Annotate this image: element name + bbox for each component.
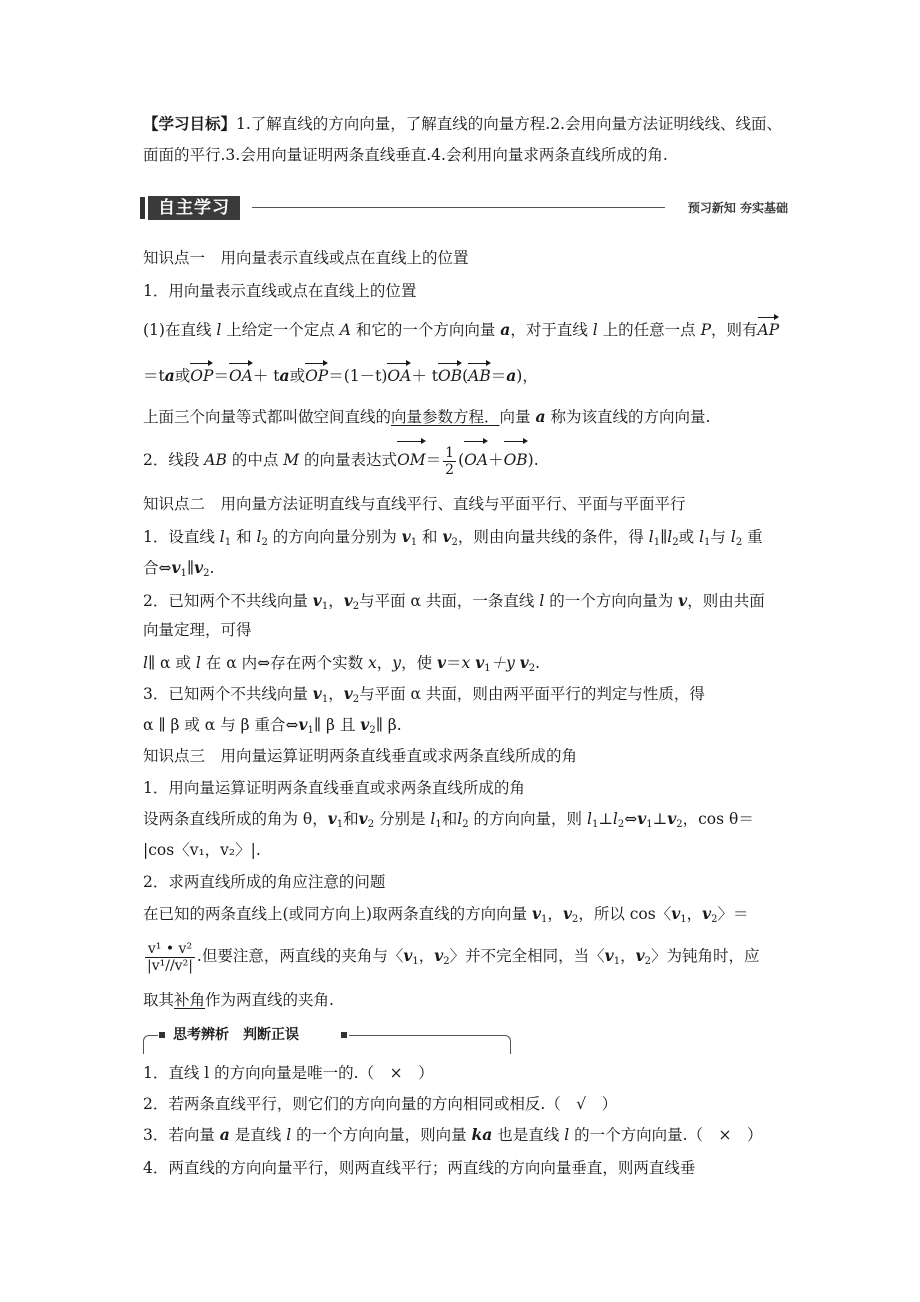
- text: 或: [289, 367, 306, 385]
- text: 〉＝: [717, 905, 749, 923]
- text: ⊥: [652, 810, 668, 828]
- sub: 1: [321, 601, 329, 612]
- sym: l: [457, 810, 463, 828]
- think-label: 思考辨析 判断正误: [173, 1027, 299, 1043]
- sym: v: [562, 904, 572, 923]
- text: ，cos θ＝: [682, 810, 754, 828]
- kp1-para3: [143, 407, 710, 427]
- sym: v: [312, 591, 322, 610]
- sub: 2: [352, 601, 360, 612]
- text: ∥: [660, 528, 668, 546]
- text: 向量: [499, 408, 536, 426]
- text: ，: [620, 947, 636, 965]
- kp3-para5: [143, 990, 334, 1010]
- text: 的一个方向向量，则向量: [291, 1126, 472, 1144]
- kp2-para3: [143, 591, 765, 617]
- sym: v: [401, 527, 411, 546]
- sym: v: [604, 946, 614, 965]
- sub: 2: [735, 537, 743, 548]
- sym: l: [667, 528, 673, 546]
- sub: 1: [704, 537, 711, 548]
- sym: l: [219, 528, 225, 546]
- sym: a: [535, 407, 546, 426]
- square-bullet-icon: [341, 1032, 347, 1038]
- vector-oa: OA: [387, 367, 412, 385]
- sub: 2: [369, 725, 376, 736]
- section-banner: [140, 196, 788, 220]
- sym: v: [678, 591, 688, 610]
- text: ＋: [488, 451, 504, 469]
- text: ，: [376, 654, 393, 672]
- text: (: [462, 367, 469, 385]
- kp3-item1: 1．用向量运算证明两条直线垂直或求两条直线所成的角: [143, 779, 525, 797]
- sym: v: [343, 684, 353, 703]
- text: 上给定一个定点: [221, 321, 340, 339]
- sym: a: [500, 320, 511, 339]
- text: ⇔: [624, 810, 638, 828]
- sym: a: [219, 1125, 230, 1144]
- text: ): [516, 367, 523, 385]
- banner-bar: [140, 197, 145, 219]
- vector-om: OM: [397, 444, 426, 476]
- sub: 1: [336, 819, 344, 830]
- fraction-cos: [145, 941, 195, 974]
- text: 或: [678, 528, 700, 546]
- sym: l: [430, 810, 436, 828]
- kp2-para2: [143, 558, 214, 584]
- text: ＝(1－t): [328, 367, 388, 385]
- vector-op: OP: [190, 367, 214, 385]
- sym: ＋y: [490, 654, 520, 672]
- text: 重: [742, 528, 763, 546]
- text: ，所以 cos〈: [578, 905, 672, 923]
- text: 3．若向量: [143, 1126, 220, 1144]
- sym: a: [506, 366, 517, 385]
- text: ，则由共面: [687, 592, 765, 610]
- sym: P: [700, 321, 712, 339]
- box-corner: [349, 1035, 511, 1054]
- text: 或: [174, 367, 191, 385]
- sub: 2: [203, 568, 210, 579]
- sym: AB: [204, 451, 227, 469]
- sym: l: [648, 528, 654, 546]
- text: (: [458, 451, 465, 469]
- kp1-item1: 1．用向量表示直线或点在直线上的位置: [143, 282, 417, 300]
- sym: M: [283, 451, 300, 469]
- text: 〉为钝角时，应: [650, 947, 760, 965]
- objectives-text-1: 1.了解直线的方向向量，了解直线的向量方程.2.会用向量方法证明线线、线面、: [236, 115, 783, 133]
- vector-op: OP: [305, 367, 329, 385]
- sub: 1: [410, 537, 418, 548]
- text: .: [535, 654, 541, 672]
- text: 1．设直线: [143, 528, 220, 546]
- sub: 1: [307, 725, 314, 736]
- sym: v: [702, 904, 712, 923]
- text: 在已知的两条直线上(或同方向上)取两条直线的方向向量: [143, 905, 533, 923]
- box-corner: [143, 1035, 158, 1054]
- objectives-line-2: 面面的平行.3.会用向量证明两条直线垂直.4.会利用向量求两条直线所成的角.: [143, 146, 668, 164]
- sym: y: [392, 654, 402, 672]
- sym: v: [403, 946, 413, 965]
- text: 与平面 α 共面，一条直线: [359, 592, 540, 610]
- frac-den: |v¹//v²|: [147, 957, 193, 974]
- kp1-heading: 知识点一 用向量表示直线或点在直线上的位置: [143, 249, 469, 267]
- sym: l: [612, 810, 618, 828]
- kp2-heading: 知识点二 用向量方法证明直线与直线平行、直线与平面平行、平面与平面平行: [143, 495, 686, 513]
- sym: l: [592, 321, 598, 339]
- kp3-para2: |cos〈v₁，v₂〉|.: [143, 841, 261, 859]
- text: ，: [686, 905, 703, 923]
- think-q4: 4．两直线的方向向量平行，则两直线平行；两直线的方向向量垂直，则两直线垂: [143, 1159, 696, 1177]
- kp2-para5: [143, 653, 540, 679]
- sub: 1: [484, 663, 491, 674]
- kp1-para2: [143, 366, 538, 386]
- text: ＝: [490, 367, 507, 385]
- text: 是直线: [229, 1126, 287, 1144]
- text: ，则由向量共线的条件，得: [457, 528, 649, 546]
- sym: v: [667, 809, 677, 828]
- sym: l: [699, 528, 705, 546]
- sub: 2: [644, 956, 651, 967]
- text: ∥: [186, 559, 195, 577]
- sub: 2: [617, 819, 625, 830]
- kp2-para1: [143, 527, 763, 553]
- text: 2．已知两个不共线向量: [143, 592, 313, 610]
- objectives-line-1: [143, 114, 782, 134]
- kp3-heading: 知识点三 用向量运算证明两条直线垂直或求两条直线所成的角: [143, 747, 578, 765]
- text: 分别是: [374, 810, 431, 828]
- sym: v: [434, 946, 444, 965]
- sym: l: [195, 654, 201, 672]
- kp1-item2: [143, 444, 539, 478]
- sub: 2: [571, 914, 579, 925]
- text: 取其: [143, 991, 175, 1009]
- sub: 1: [321, 694, 329, 705]
- sub: 2: [672, 537, 679, 548]
- kp3-para3: [143, 904, 749, 930]
- text: ＝t: [143, 367, 165, 385]
- sub: 1: [680, 914, 687, 925]
- fraction-half: [443, 445, 456, 478]
- sym: l: [539, 592, 545, 610]
- text: ∥ β.: [375, 716, 402, 734]
- sym: l: [256, 528, 262, 546]
- text: 3．已知两个不共线向量: [143, 685, 313, 703]
- text: 和: [441, 810, 458, 828]
- vector-oa: OA: [228, 367, 253, 385]
- text: ，: [418, 947, 435, 965]
- text: 与平面 α 共面，则由两平面平行的判定与性质，得: [359, 685, 705, 703]
- text: ∥ α 或: [147, 654, 196, 672]
- text: 设两条直线所成的角为 θ，: [143, 810, 328, 828]
- text: 上面三个向量等式都叫做空间直线的: [143, 408, 392, 426]
- text: α ∥ β 或 α 与 β 重合⇔: [143, 716, 299, 734]
- sym: v: [194, 558, 204, 577]
- text: 和: [231, 528, 257, 546]
- sym: l: [586, 810, 592, 828]
- vector-ab: AB: [468, 367, 491, 385]
- text: ).: [527, 451, 539, 469]
- sym: x: [461, 654, 476, 672]
- kp3-para4: [143, 938, 759, 980]
- objectives-label: 【学习目标】: [143, 114, 237, 133]
- text: ＋ t: [252, 367, 280, 385]
- kp2-para7: [143, 715, 402, 741]
- kp3-para1: [143, 809, 754, 835]
- vector-oa: OA: [464, 444, 488, 476]
- text: 的方向向量分别为: [267, 528, 402, 546]
- text: 的一个方向向量为: [544, 592, 679, 610]
- banner-rule: [252, 207, 665, 208]
- sym: a: [164, 366, 175, 385]
- sub: 2: [462, 819, 469, 830]
- vector-ob: OB: [437, 367, 463, 385]
- sym: v: [360, 715, 370, 734]
- sub: 1: [224, 537, 232, 548]
- sym: ka: [471, 1125, 493, 1144]
- sub: 2: [528, 663, 536, 674]
- think-q3: [143, 1125, 763, 1145]
- kp2-para6: [143, 684, 705, 710]
- sub: 1: [646, 819, 653, 830]
- text: ，使: [401, 654, 437, 672]
- sub: 2: [261, 537, 268, 548]
- frac-num: v¹ • v²: [145, 941, 195, 958]
- banner-tagline: 预习新知 夯实基础: [687, 201, 788, 215]
- text: ⊥: [598, 810, 613, 828]
- kp2-para4: 向量定理，可得: [143, 621, 252, 639]
- underlined-term: 补角: [174, 991, 206, 1009]
- text: 的中点: [226, 451, 284, 469]
- sym: v: [327, 809, 337, 828]
- text: 称为该直线的方向向量.: [545, 408, 711, 426]
- sym: l: [564, 1126, 570, 1144]
- banner-title: 自主学习: [148, 196, 240, 220]
- sym: l: [286, 1126, 292, 1144]
- sym: v: [358, 809, 368, 828]
- text: 合⇔: [143, 559, 172, 577]
- text: 的一个方向向量.（ × ）: [569, 1126, 763, 1144]
- sym: l: [730, 528, 736, 546]
- sub: 2: [443, 956, 450, 967]
- sym: v: [635, 946, 645, 965]
- frac-den: 2: [445, 461, 455, 478]
- sub: 1: [412, 956, 419, 967]
- think-box-heading: [143, 1027, 511, 1053]
- sym: a: [279, 366, 290, 385]
- text: ，对于直线: [510, 321, 593, 339]
- sym: v: [532, 904, 542, 923]
- sub: 2: [451, 537, 458, 548]
- text: 作为两直线的夹角.: [205, 991, 334, 1009]
- text: 的方向向量，则: [468, 810, 587, 828]
- sub: 1: [613, 956, 621, 967]
- think-q1: 1．直线 l 的方向向量是唯一的.（ × ）: [143, 1064, 434, 1082]
- sym: v: [171, 558, 181, 577]
- sub: 1: [541, 914, 548, 925]
- text: 2．线段: [143, 451, 205, 469]
- text: ＋ t: [411, 367, 438, 385]
- vector-ob: OB: [504, 444, 528, 476]
- sub: 1: [180, 568, 187, 579]
- sym: v: [519, 653, 529, 672]
- text: ，: [522, 367, 538, 385]
- text: 上的任意一点: [597, 321, 701, 339]
- text: ，: [547, 905, 563, 923]
- square-bullet-icon: [159, 1032, 165, 1038]
- sub: 1: [653, 537, 661, 548]
- text: ∥ β 且: [313, 716, 361, 734]
- think-q2: 2．若两条直线平行，则它们的方向向量的方向相同或相反.（ √ ）: [143, 1095, 618, 1113]
- kp3-item2: 2．求两直线所成的角应注意的问题: [143, 873, 386, 891]
- sub: 2: [352, 694, 360, 705]
- text: ，: [328, 685, 344, 703]
- sym: v: [312, 684, 322, 703]
- text: .: [209, 559, 215, 577]
- text: 和: [417, 528, 443, 546]
- text: 与: [710, 528, 731, 546]
- text: ，则有: [711, 321, 758, 339]
- frac-num: 1: [445, 444, 455, 461]
- sym: A: [339, 321, 351, 339]
- sub: 2: [711, 914, 718, 925]
- text: 和: [343, 810, 359, 828]
- text: 也是直线: [492, 1126, 565, 1144]
- sym: v: [637, 809, 647, 828]
- sym: v: [671, 904, 681, 923]
- text: 〉并不完全相同，当〈: [449, 947, 605, 965]
- text: ＝: [425, 451, 442, 469]
- sub: 2: [367, 819, 375, 830]
- text: 和它的一个方向向量: [350, 321, 501, 339]
- text: .但要注意，两直线的夹角与〈: [196, 947, 404, 965]
- sym: v: [437, 653, 447, 672]
- sym: x: [368, 654, 377, 672]
- sym: v: [298, 715, 308, 734]
- sym: v: [475, 653, 485, 672]
- sym: v: [442, 527, 452, 546]
- kp1-para1: [143, 320, 779, 340]
- sym: l: [216, 321, 222, 339]
- underlined-term: 向量参数方程．: [391, 408, 500, 426]
- sym: l: [143, 654, 148, 672]
- text: 在 α 内⇔存在两个实数: [200, 654, 369, 672]
- vector-ap: AP: [757, 321, 780, 339]
- sub: 1: [435, 819, 442, 830]
- text: ＝: [446, 654, 462, 672]
- text: (1)在直线: [143, 321, 217, 339]
- text: ，: [328, 592, 344, 610]
- sub: 2: [676, 819, 683, 830]
- text: 的向量表达式: [299, 451, 398, 469]
- text: ＝: [213, 367, 229, 385]
- sub: 1: [591, 819, 599, 830]
- sym: v: [343, 591, 353, 610]
